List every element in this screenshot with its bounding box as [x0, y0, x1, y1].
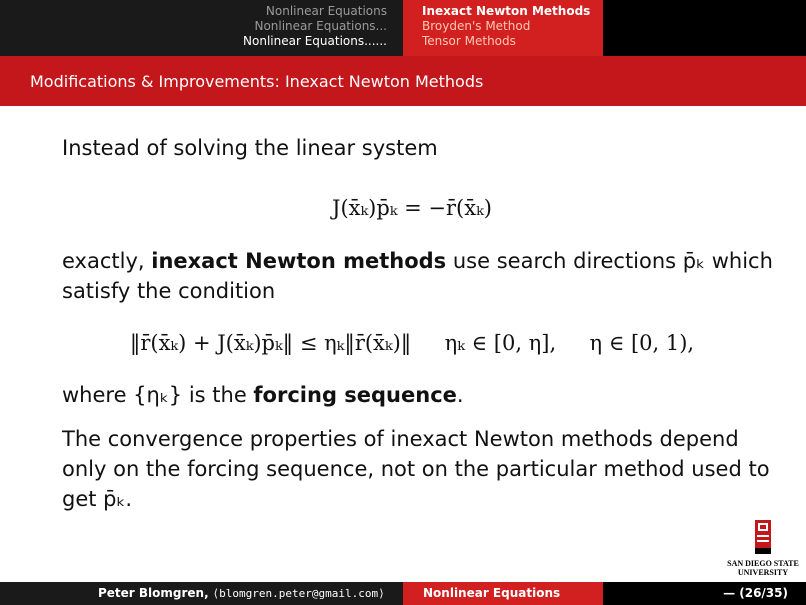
frame-title-bar	[0, 56, 806, 106]
svg-text:SAN DIEGO STATE: SAN DIEGO STATE	[727, 559, 799, 568]
paragraph-text: satisfy the condition	[62, 279, 276, 303]
paragraph-inexact	[62, 246, 773, 306]
section-link-1[interactable]: Nonlinear Equations	[265, 4, 387, 18]
paragraph-line: The convergence properties of inexact Newton methods depend	[62, 427, 739, 451]
paragraph-text: .	[456, 383, 464, 407]
convergence-paragraph	[62, 424, 770, 514]
linear-system-equation: J(x̄ₖ)p̄ₖ = −r̄(x̄ₖ)	[332, 196, 492, 220]
footer-author-box	[0, 582, 403, 605]
subsection-nav	[403, 0, 603, 56]
section-link-3[interactable]: Nonlinear Equations......	[243, 34, 387, 48]
frame-title: Modifications & Improvements: Inexact Newton Methods	[30, 72, 484, 91]
section-link-2[interactable]: Nonlinear Equations...	[254, 19, 387, 33]
footer-title: Nonlinear Equations	[423, 586, 561, 600]
subsection-link-2[interactable]: Broyden's Method	[422, 19, 531, 33]
inexact-newton-term: inexact Newton methods	[151, 249, 447, 273]
subsection-link-1[interactable]: Inexact Newton Methods	[422, 4, 591, 18]
forcing-sequence-term: forcing sequence	[253, 383, 457, 407]
sdsu-logo	[721, 518, 805, 578]
paragraph-line: get p̄ₖ.	[62, 487, 133, 511]
intro-text: Instead of solving the linear system	[62, 136, 438, 160]
author-name: Peter Blomgren,	[98, 586, 209, 600]
subsection-link-3[interactable]: Tensor Methods	[422, 34, 516, 48]
footer-title-box	[403, 582, 603, 605]
footer-page-box	[603, 582, 806, 605]
forcing-sentence	[62, 380, 762, 410]
paragraph-text: where {ηₖ} is the	[62, 383, 254, 407]
page-number: — (26/35)	[723, 586, 788, 600]
slide-body	[62, 133, 773, 514]
section-nav	[0, 0, 403, 56]
author-email: ⟨blomgren.peter@gmail.com⟩	[212, 587, 385, 600]
paragraph-text: use search directions p̄ₖ which	[446, 249, 773, 273]
paragraph-line: only on the forcing sequence, not on the particular method used to	[62, 457, 770, 481]
condition-equation: ‖r̄(x̄ₖ) + J(x̄ₖ)p̄ₖ‖ ≤ ηₖ‖r̄(x̄ₖ)‖ ηₖ ∈ [0, η], η ∈ [0, 1),	[129, 331, 695, 355]
top-navigation-bar	[0, 0, 806, 56]
footer-bar	[0, 582, 806, 605]
paragraph-text: exactly,	[62, 249, 152, 273]
svg-text:UNIVERSITY: UNIVERSITY	[737, 568, 789, 577]
sdsu-tower-icon	[721, 518, 805, 578]
